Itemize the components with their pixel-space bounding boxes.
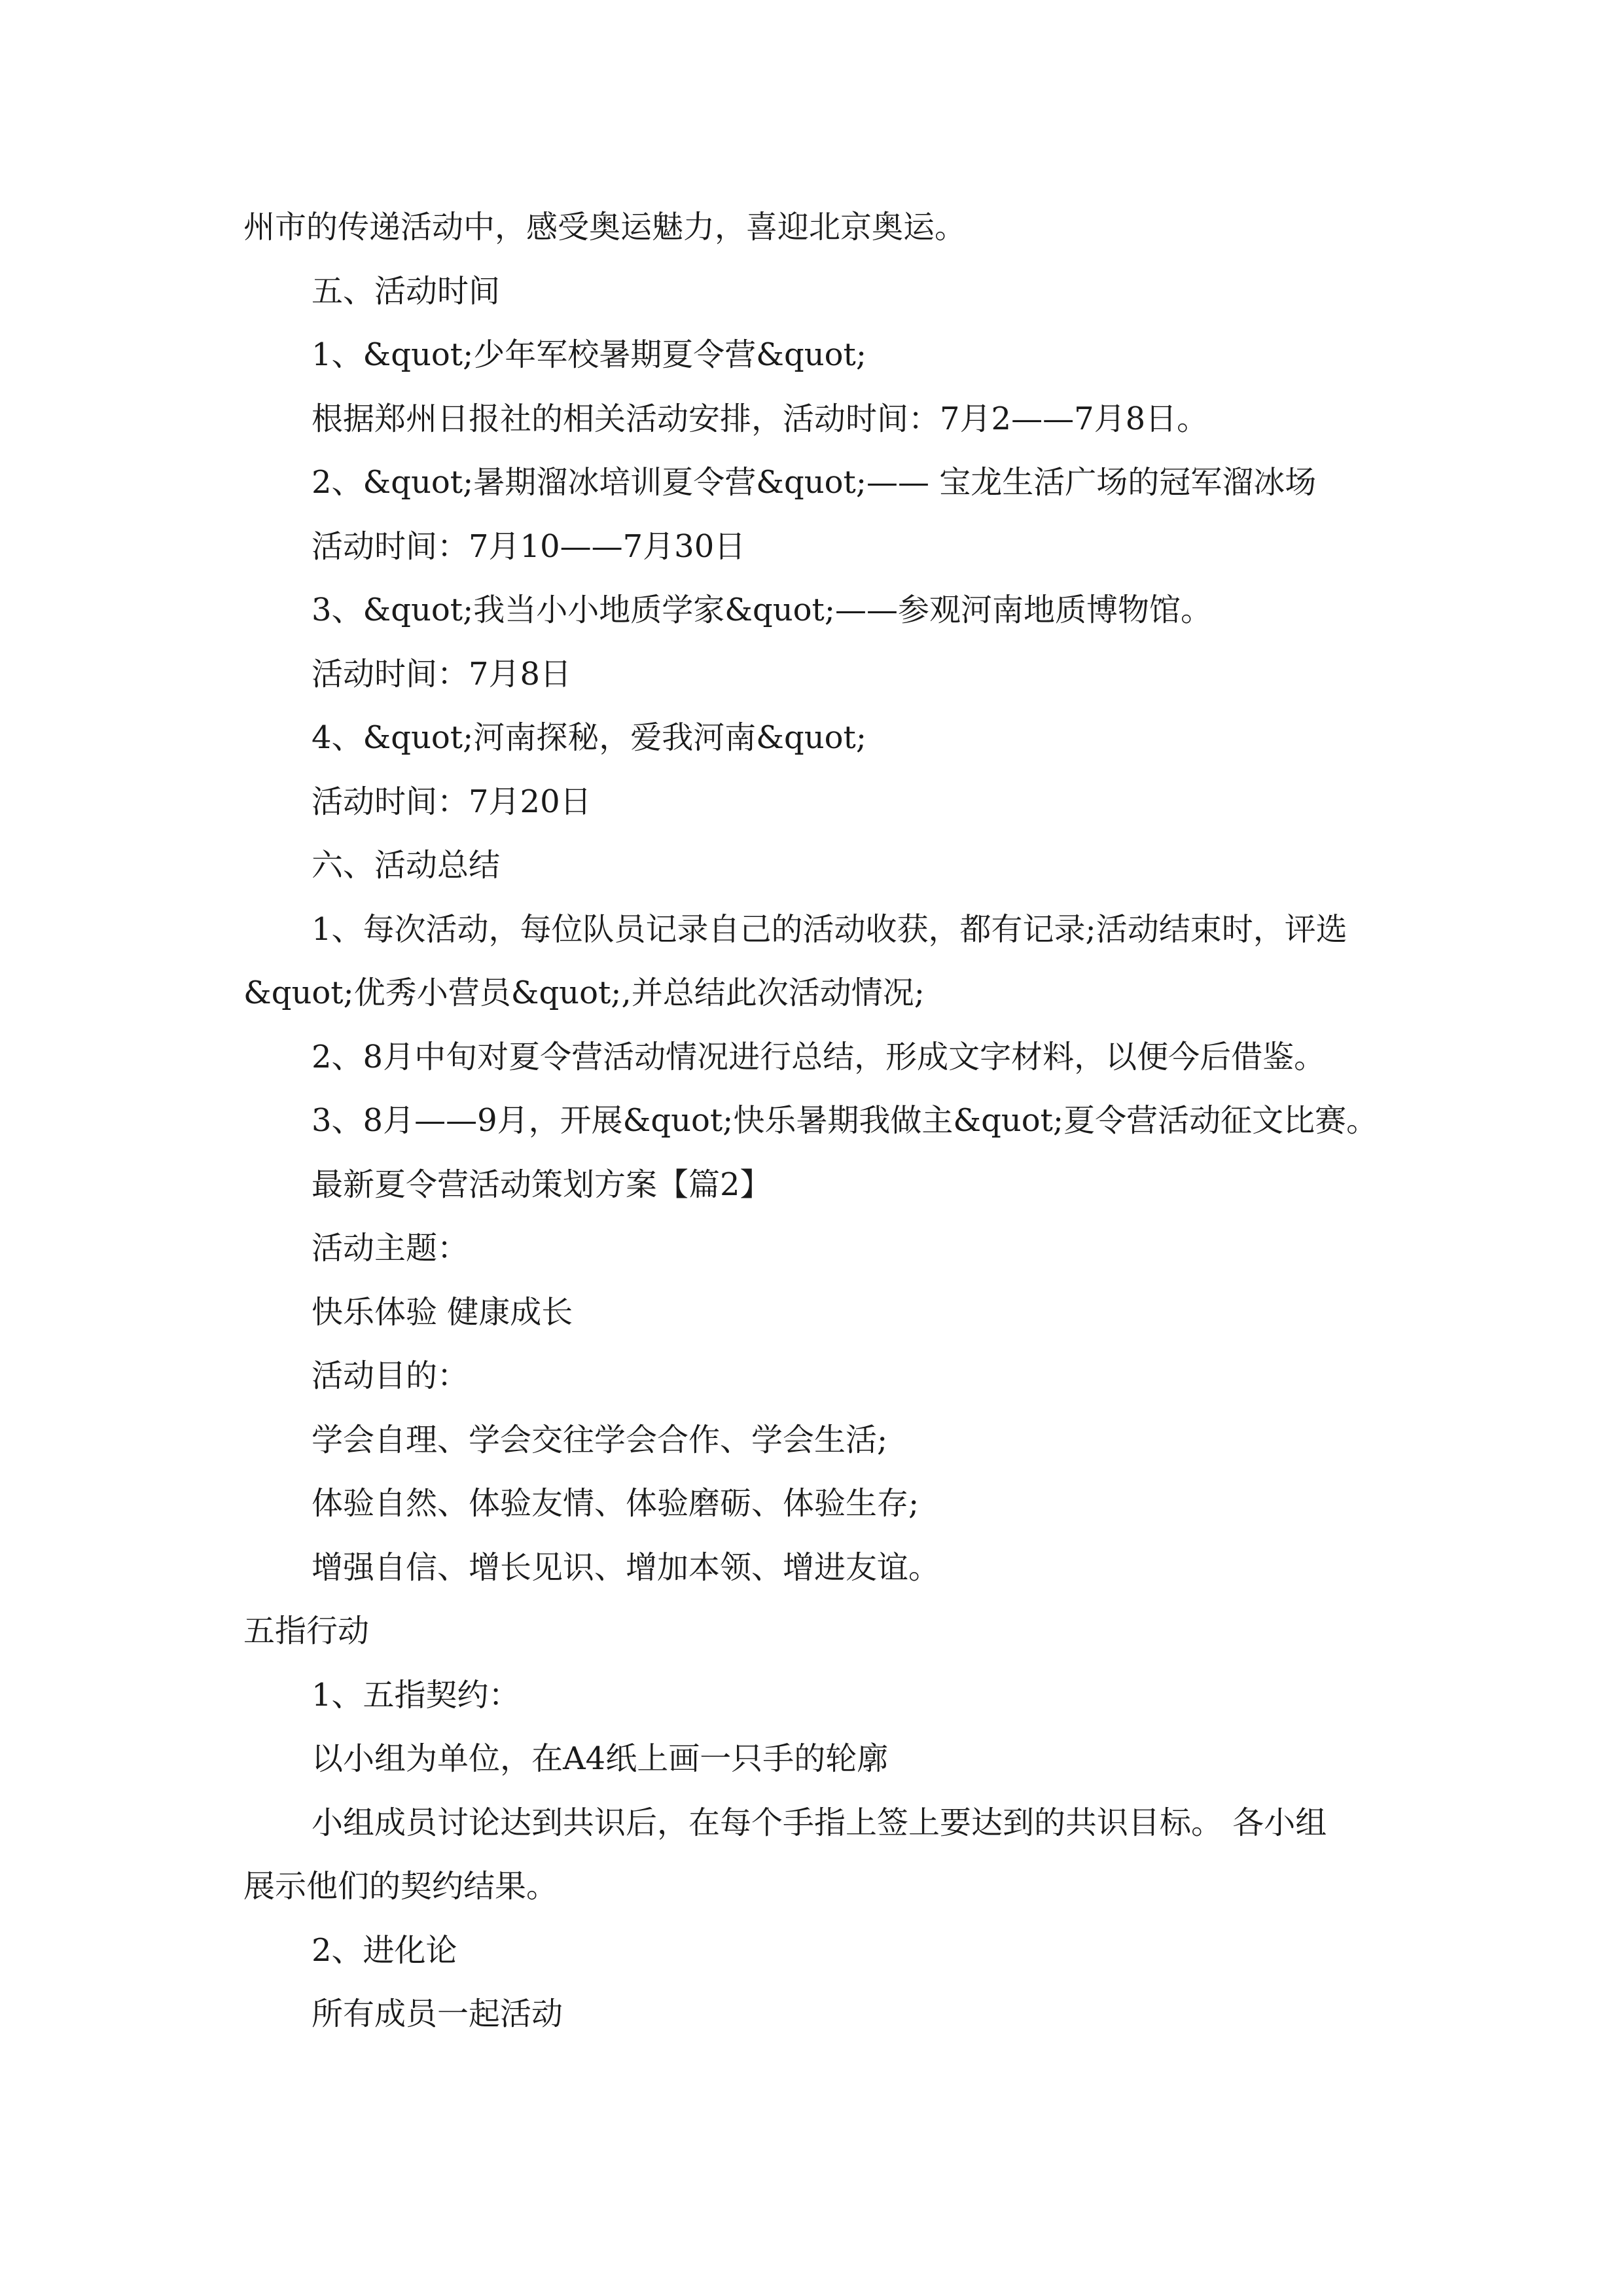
text-line: 活动时间：7月10——7月30日	[312, 528, 746, 565]
document-body	[243, 196, 1389, 2047]
text-line: 州市的传递活动中，感受奥运魅力，喜迎北京奥运。	[243, 209, 967, 245]
text-line: 活动主题：	[312, 1230, 469, 1266]
text-line: 体验自然、体验友情、体验磨砺、体验生存;	[312, 1485, 919, 1522]
text-line: 快乐体验 健康成长	[312, 1293, 573, 1331]
text-line: 3、&quot;我当小小地质学家&quot;——参观河南地质博物馆。	[312, 592, 1212, 628]
text-line: 增强自信、增长见识、增加本领、增进友谊。	[312, 1549, 940, 1586]
text-line: 活动时间：7月8日	[312, 655, 572, 692]
text-line: 1、&quot;少年军校暑期夏令营&quot;	[312, 336, 866, 373]
section-heading: 六、活动总结	[312, 847, 501, 884]
text-line: 所有成员一起活动	[312, 1996, 563, 2032]
text-line: 小组成员讨论达到共识后，在每个手指上签上要达到的共识目标。 各小组	[312, 1804, 1327, 1841]
text-line: 1、五指契约：	[312, 1676, 520, 1713]
text-line: 2、8月中旬对夏令营活动情况进行总结，形成文字材料，以便今后借鉴。	[312, 1038, 1326, 1075]
text-line: 2、&quot;暑期溜冰培训夏令营&quot;—— 宝龙生活广场的冠军溜冰场	[312, 464, 1317, 501]
section-heading: 最新夏令营活动策划方案【篇2】	[312, 1166, 772, 1203]
text-line: 学会自理、学会交往学会合作、学会生活;	[312, 1421, 888, 1458]
text-line: 2、进化论	[312, 1931, 457, 1969]
text-line: 4、&quot;河南探秘，爱我河南&quot;	[312, 719, 866, 756]
section-heading: 五指行动	[243, 1613, 370, 1649]
text-line: &quot;优秀小营员&quot;,并总结此次活动情况;	[243, 975, 925, 1011]
text-line: 3、8月——9月，开展&quot;快乐暑期我做主&quot;夏令营活动征文比赛。	[312, 1102, 1378, 1139]
section-heading: 五、活动时间	[312, 272, 501, 310]
text-line: 1、每次活动，每位队员记录自己的活动收获，都有记录;活动结束时，评选	[312, 910, 1347, 948]
text-line: 活动目的：	[312, 1357, 469, 1394]
text-line: 以小组为单位，在A4纸上画一只手的轮廓	[312, 1740, 889, 1777]
text-line: 根据郑州日报社的相关活动安排，活动时间：7月2——7月8日。	[312, 400, 1209, 437]
text-line: 活动时间：7月20日	[312, 783, 592, 820]
text-line: 展示他们的契约结果。	[243, 1868, 558, 1905]
